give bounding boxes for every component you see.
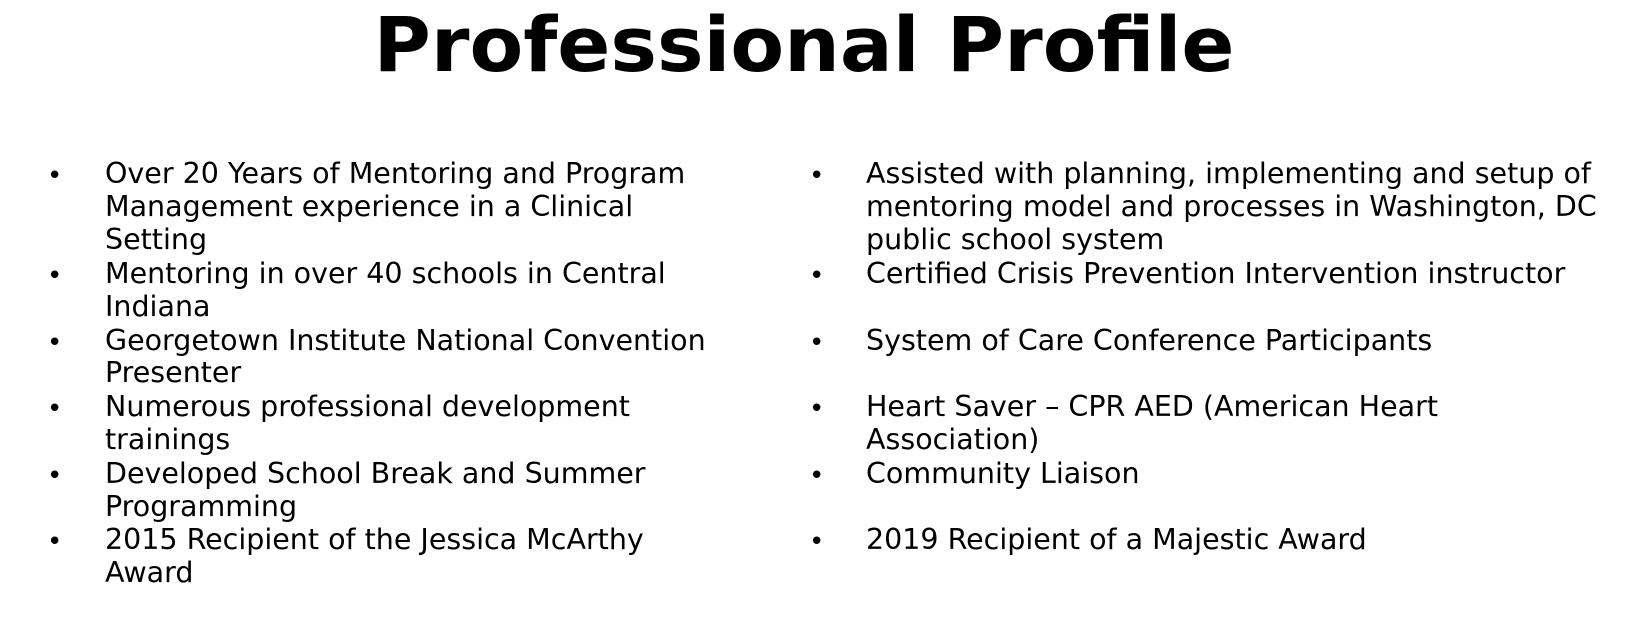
bullet-icon: • bbox=[47, 461, 63, 491]
page-title bbox=[0, 0, 1635, 90]
list-item-line: mentoring model and processes in Washington, DC bbox=[866, 190, 1597, 223]
list-item-line: Heart Saver – CPR AED (American Heart bbox=[866, 390, 1439, 423]
bullet-icon: • bbox=[47, 328, 63, 358]
list-item-line: System of Care Conference Participants bbox=[866, 324, 1433, 357]
list-item-line: Assisted with planning, implementing and setup of bbox=[866, 157, 1591, 190]
list-item-line: Association) bbox=[866, 423, 1040, 456]
list-item-line: Programming bbox=[105, 490, 298, 523]
list-item-line: Award bbox=[105, 556, 194, 589]
page-title-text: Professional Profile bbox=[372, 0, 1235, 89]
list-item-line: Presenter bbox=[105, 356, 242, 389]
list-item-line: Developed School Break and Summer bbox=[105, 457, 646, 490]
bullet-icon: • bbox=[809, 261, 825, 291]
list-item-line: Numerous professional development bbox=[105, 390, 630, 423]
list-item-line: Over 20 Years of Mentoring and Program bbox=[105, 157, 686, 190]
list-item-line: public school system bbox=[866, 223, 1165, 256]
bullet-icon: • bbox=[809, 328, 825, 358]
bullet-icon: • bbox=[47, 261, 63, 291]
list-item-line: Management experience in a Clinical bbox=[105, 190, 634, 223]
bullet-icon: • bbox=[809, 527, 825, 557]
bullet-icon: • bbox=[47, 527, 63, 557]
bullet-icon: • bbox=[809, 161, 825, 191]
bullet-icon: • bbox=[809, 394, 825, 424]
bullet-icon: • bbox=[47, 161, 63, 191]
list-item-line: trainings bbox=[105, 423, 231, 456]
list-item-line: Community Liaison bbox=[866, 457, 1140, 490]
list-item-line: 2019 Recipient of a Majestic Award bbox=[866, 523, 1367, 556]
list-item-line: Setting bbox=[105, 223, 208, 256]
list-item-line: 2015 Recipient of the Jessica McArthy bbox=[105, 523, 644, 556]
list-item-line: Indiana bbox=[105, 290, 211, 323]
list-item-line: Mentoring in over 40 schools in Central bbox=[105, 257, 666, 290]
list-item-line: Certified Crisis Prevention Intervention instructor bbox=[866, 257, 1566, 290]
bullet-icon: • bbox=[47, 394, 63, 424]
list-item-line: Georgetown Institute National Convention bbox=[105, 324, 706, 357]
bullet-icon: • bbox=[809, 461, 825, 491]
